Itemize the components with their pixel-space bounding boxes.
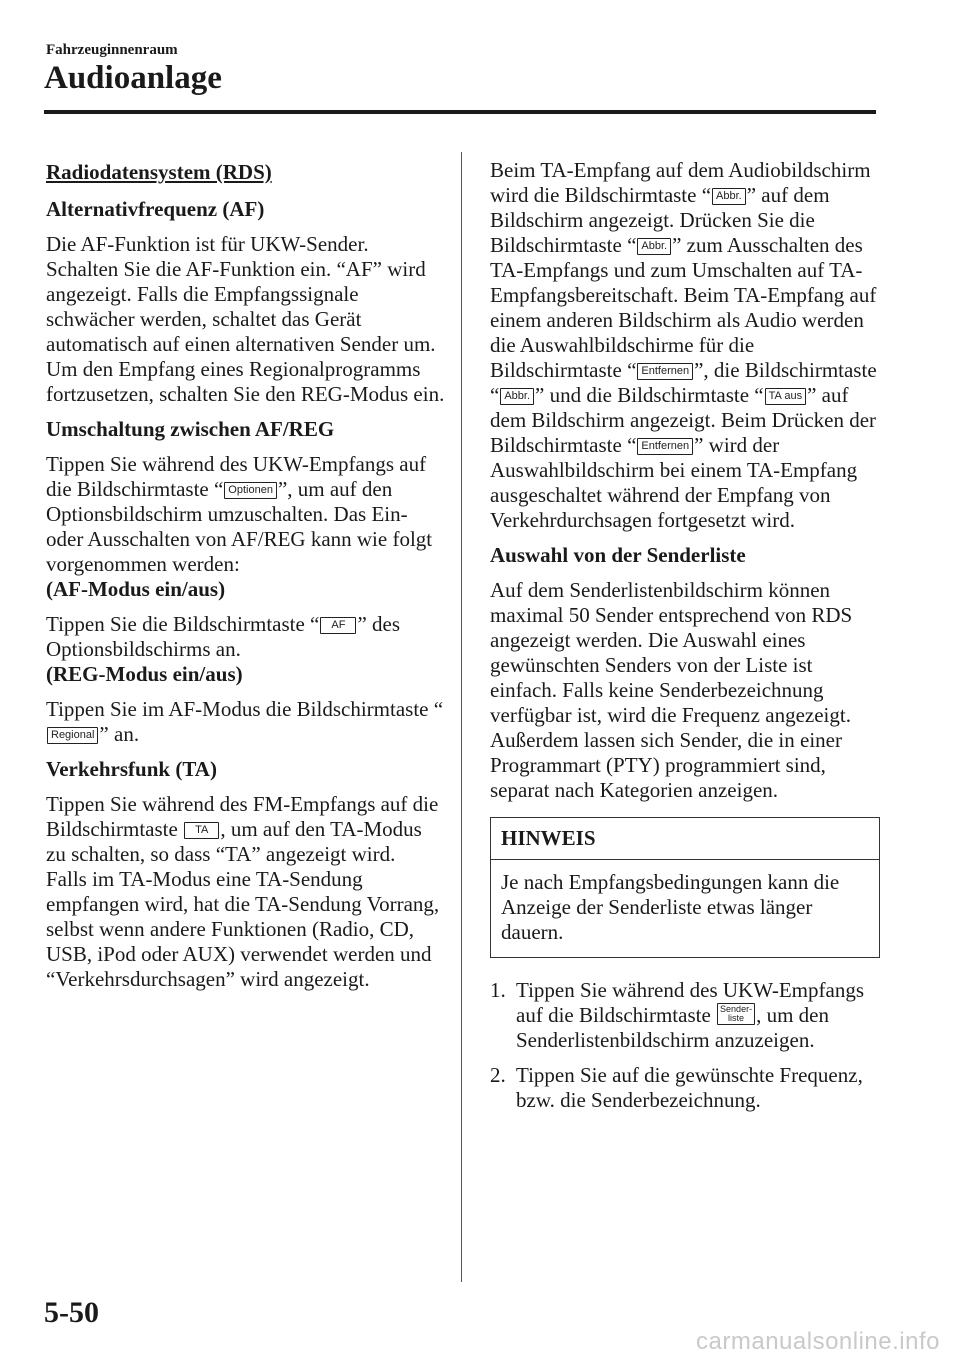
- senderliste-text: Auf dem Senderlistenbildschirm können maximal 50 Sender entsprechend von RDS angezeigt werden. Die Auswahl eines gewünschten Senders von der Liste ist einfach. Falls keine Senderbezeichnung verfügbar ist, wird die Frequenz angezeigt. Außerdem lassen sich Sender, die in einer Programmart (PTY) programmiert sind, separat nach Kategorien anzeigen.: [490, 578, 853, 802]
- step-2-text: Tippen Sie auf die gewünschte Frequenz, bzw. die Senderbezeichnung.: [516, 1063, 863, 1112]
- afreg-text: Tippen Sie während des UKW-Empfangs auf die Bildschirmtaste “ Optionen ”, um auf den Optionsbildschirm umzuschalten. Das Ein- oder Ausschalten von AF/REG kann wie folgt vorgenommen werden:: [46, 452, 433, 576]
- abbr-button[interactable]: Abbr.: [712, 188, 746, 205]
- af-mode-text: Tippen Sie die Bildschirmtaste “ AF ” des Optionsbildschirms an.: [46, 612, 401, 661]
- senderliste-button[interactable]: Sender- liste: [717, 1003, 755, 1025]
- entfernen-button-2[interactable]: Entfernen: [637, 438, 693, 455]
- entfernen-button[interactable]: Entfernen: [637, 363, 693, 380]
- af-button[interactable]: AF: [320, 617, 356, 634]
- step-1: [490, 978, 880, 1053]
- reg-mode-subtitle: (REG-Modus ein/aus): [46, 662, 243, 686]
- section-label: Fahrzeuginnenraum: [46, 42, 178, 58]
- watermark: carmanualsonline.info: [696, 1328, 940, 1355]
- senderliste-title: Auswahl von der Senderliste: [490, 543, 746, 567]
- ta-aus-button[interactable]: TA aus: [765, 388, 806, 405]
- right-column: [490, 158, 880, 1123]
- page-number: 5-50: [44, 1296, 99, 1329]
- note-box: [490, 817, 880, 958]
- header-rule: [44, 110, 876, 114]
- reg-mode-text: Tippen Sie im AF-Modus die Bildschirmtaste “Regional ” an.: [46, 697, 444, 746]
- af-text: Die AF-Funktion ist für UKW-Sender. Schalten Sie die AF-Funktion ein. “AF” wird angezeigt. Falls die Empfangssignale schwächer werden, schaltet das Gerät automatisch auf einen alternativen Sender um.: [46, 232, 436, 356]
- step-1-text: Tippen Sie während des UKW-Empfangs auf die Bildschirmtaste Sender- liste , um den Senderlistenbildschirm anzuzeigen.: [516, 978, 865, 1052]
- af-text-2: Um den Empfang eines Regionalprogramms fortzusetzen, schalten Sie den REG-Modus ein.: [46, 357, 445, 406]
- ta-button[interactable]: TA: [184, 822, 219, 839]
- abbr-button-2[interactable]: Abbr.: [637, 238, 671, 255]
- rds-heading: Radiodatensystem (RDS): [46, 160, 272, 184]
- column-divider: [461, 152, 462, 1282]
- left-column: [46, 160, 446, 1002]
- ta-text-2: Falls im TA-Modus eine TA-Sendung empfangen wird, hat die TA-Sendung Vorrang, selbst wenn andere Funktionen (Radio, CD, USB, iPod oder AUX) verwendet werden und “Verkehrsdurchsagen” wird angezeigt.: [46, 867, 440, 991]
- ta-text: Tippen Sie während des FM-Empfangs auf die Bildschirmtaste TA , um auf den TA-Modus zu schalten, so dass “TA” angezeigt wird.: [46, 792, 439, 866]
- note-title: HINWEIS: [491, 818, 879, 860]
- ta-abbr-text: Beim TA-Empfang auf dem Audiobildschirm wird die Bildschirmtaste “ Abbr. ” auf dem Bildschirm angezeigt. Drücken Sie die Bildschirmtaste “ Abbr. ” zum Ausschalten des TA-Empfangs und zum Umschalten auf TA-Empfangsbereitschaft. Beim TA-Empfang auf einem anderen Bildschirm als Audio werden die Auswahlbildschirme für die Bildschirmtaste “ Entfernen ”, die Bildschirmtaste “ Abbr. ” und die Bildschirmtaste “ TA aus ” auf dem Bildschirm angezeigt. Beim Drücken der Bildschirmtaste “ Entfernen ” wird der Auswahlbildschirm bei einem TA-Empfang ausgeschaltet während der Empfang von Verkehrdurchsagen fortgesetzt wird.: [490, 158, 877, 532]
- step-2-number: 2.: [490, 1063, 506, 1087]
- step-2: [490, 1063, 880, 1113]
- af-mode-subtitle: (AF-Modus ein/aus): [46, 577, 226, 601]
- regional-button[interactable]: Regional: [47, 727, 98, 744]
- afreg-title: Umschaltung zwischen AF/REG: [46, 417, 335, 441]
- note-text: Je nach Empfangsbedingungen kann die Anzeige der Senderliste etwas länger dauern.: [501, 870, 840, 944]
- abbr-button-3[interactable]: Abbr.: [500, 388, 534, 405]
- af-title: Alternativfrequenz (AF): [46, 197, 265, 221]
- optionen-button[interactable]: Optionen: [224, 482, 277, 499]
- ta-title: Verkehrsfunk (TA): [46, 757, 217, 781]
- step-1-number: 1.: [490, 978, 506, 1002]
- page-title: Audioanlage: [44, 60, 222, 96]
